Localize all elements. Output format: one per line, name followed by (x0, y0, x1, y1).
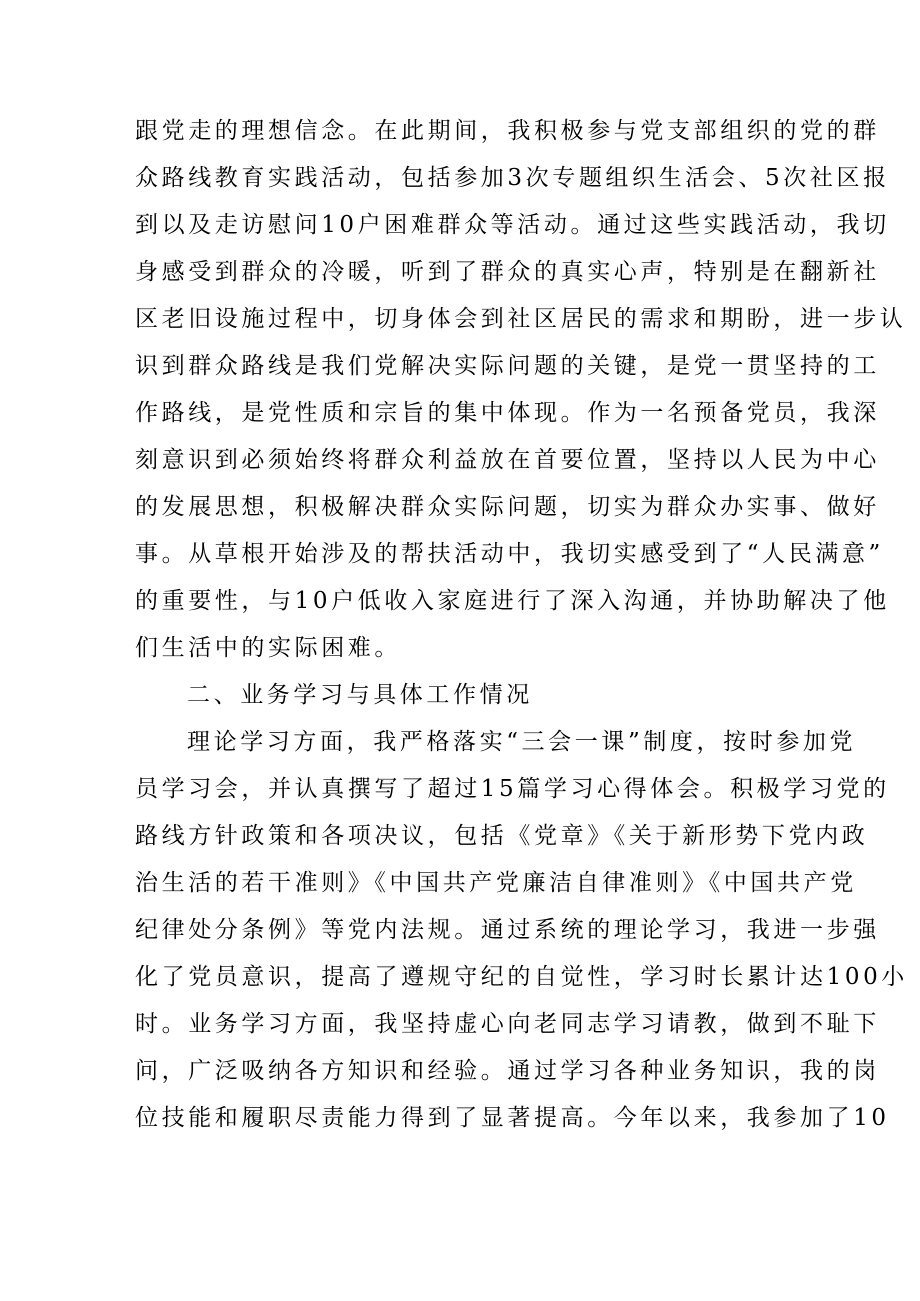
text-line: 刻意识到必须始终将群众利益放在首要位置，坚持以人民为中心 (135, 447, 880, 473)
text-line: 理论学习方面，我严格落实“三会一课”制度，按时参加党 (187, 729, 857, 755)
text-line: 治生活的若干准则》《中国共产党廉洁自律准则》《中国共产党 (135, 870, 857, 896)
section-heading: 二、业务学习与具体工作情况 (187, 682, 533, 708)
text-line: 路线方针政策和各项决议，包括《党章》《关于新形势下党内政 (135, 823, 869, 849)
paragraph-party-practice (135, 108, 907, 672)
text-line: 众路线教育实践活动，包括参加3次专题组织生活会、5次社区报 (135, 165, 890, 191)
text-line: 区老旧设施过程中，切身体会到社区居民的需求和期盼，进一步认 (135, 306, 907, 332)
text-line: 员学习会，并认真撰写了超过15篇学习心得体会。积极学习党的 (135, 776, 890, 802)
paragraph-theory-study (135, 719, 908, 1142)
text-line: 身感受到群众的冷暖，听到了群众的真实心声，特别是在翻新社 (135, 259, 880, 285)
text-line: 问，广泛吸纳各方知识和经验。通过学习各种业务知识，我的岗 (135, 1058, 880, 1084)
text-line: 作路线，是党性质和宗旨的集中体现。作为一名预备党员，我深 (135, 400, 880, 426)
text-line: 识到群众路线是我们党解决实际问题的关键，是党一贯坚持的工 (135, 353, 880, 379)
text-line: 跟党走的理想信念。在此期间，我积极参与党支部组织的党的群 (135, 118, 880, 144)
text-line: 时。业务学习方面，我坚持虚心向老同志学习请教，做到不耻下 (135, 1011, 880, 1037)
text-line: 事。从草根开始涉及的帮扶活动中，我切实感受到了“人民满意” (135, 541, 884, 567)
text-line: 纪律处分条例》等党内法规。通过系统的理论学习，我进一步强 (135, 917, 880, 943)
text-line: 们生活中的实际困难。 (135, 635, 401, 661)
text-line: 的发展思想，积极解决群众实际问题，切实为群众办实事、做好 (135, 494, 880, 520)
text-line: 化了党员意识，提高了遵规守纪的自觉性，学习时长累计达100小 (135, 964, 908, 990)
text-line: 到以及走访慰问10户困难群众等活动。通过这些实践活动，我切 (135, 212, 890, 238)
document-body (135, 108, 908, 1142)
text-line: 的重要性，与10户低收入家庭进行了深入沟通，并协助解决了他 (135, 588, 890, 614)
text-line: 位技能和履职尽责能力得到了显著提高。今年以来，我参加了10 (135, 1105, 890, 1131)
